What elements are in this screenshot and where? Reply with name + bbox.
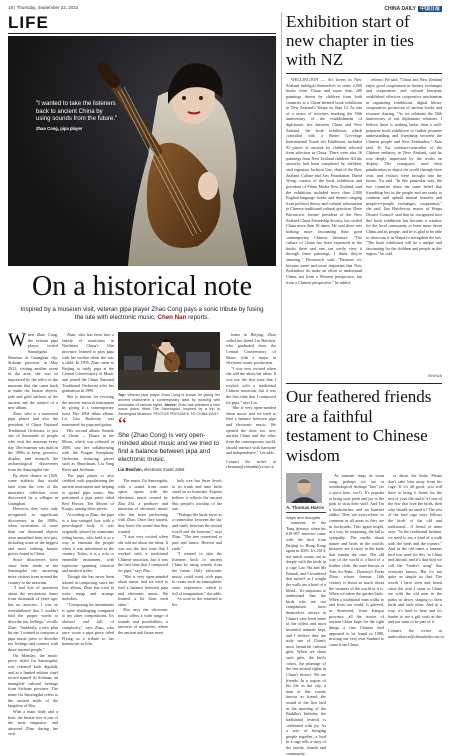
author-column-name: Ways and thoughts	[286, 512, 326, 520]
caption-top-label: Top:	[118, 393, 126, 397]
author-portrait-icon	[286, 473, 322, 503]
story3-column-1	[329, 473, 384, 742]
paragraph: release, He said. "China and New Zealand enjoy good cooperation in literary exchanges and cooperation, and cultural literature established effective cooperative mechanism in organizing exhibitions, digital library cooperation, protection of ancient books and resource sharing. "As we celebrate the 50th anniversary of our diplomatic relations, I believe there is nothing better than a well-prepared book exhibition to further promote understanding and friendship between the Chinese people and New Zealanders," Xiao said. To Xu, minister-counsellor of the Chinese embassy in New Zealand, said he was deeply impressed by the works on display. The youngsters used their paintbrushes to depict the world through their own, and visitors were brought into the future, Xu said. "In this particular way, the two countries share the same belief that friendship lies in the people and are ready to continue and uphold mutual benefits and people-to-people exchanges, cooperation," she said. Jim Hutcheson, mayor of Waipa District Council, said that he recognized how this book exhibition has become a window for the local community to learn more about China and its people, and he is glad to be able to showcase it in Waipa to strengthen the ties. "The book exhibition will be a unique and fascinating for the children and people in this region," he said.	[366, 77, 443, 257]
story2-column-1	[286, 77, 362, 379]
paragraph: She is known for reviving the ancient musical instrument by giving it a contemporary twist. Her 2004 debut album, Lir Gao Rodeway, was nominated for pipa and guitar.	[62, 393, 114, 427]
caption-top-text: Veteran pipa player Zhao Cong is known for giving her ancient instrument a contemporary twist by working with musicians of various styles.	[118, 393, 220, 407]
paragraph: someone, in the Tong dynasty, when his 618-907 ancestor came with the bird from Beijing to Hong Kong again in 2003. It's 2014, not much comes out as deeply with the birds in a cage Luo Shi and Mr Fennah, and I wondered that myself, as I sought the walls are a kind of a blend... It's important to understand that the birds who are our companions have themselves always in China's case been some of the oldest and most beautiful animals kept, and I believe they are truly one of China's most beautiful cultural gifts. When we share such gifts, the bird's colors, the plumage of the one animal rights in China's history. We are friends. In a region of his life in the city, a man of this county known as friend, the sound of the first bird in the morning of the Buddha's birthday, the traditional festival is celebrated with joy. As a way of bringing people together, a bird in a cage tells a story of the family, friends and community.	[286, 520, 327, 756]
secondary-photo-illustration	[118, 332, 220, 390]
photo-quote	[36, 100, 118, 131]
story3-column-2	[388, 473, 445, 735]
paragraph: holy tree has three levels to its trunk and nine birds stand on its branches. Experts believe it reflects the ancient Shu people's worship of the sun.	[172, 478, 222, 512]
masthead-brand	[384, 5, 442, 12]
lead-photo-illustration	[8, 36, 276, 266]
headline: On a historical note	[31, 271, 253, 302]
paragraph: Zhao, who is a renowned pipa player and also the president of China National Traditional Orchestra, is just one of thousands of people who visit the museum every day. The museum was built in the 1990s to keep, preserve, display, and research the archaeological discoveries from the Sanxingdui site.	[8, 410, 58, 472]
photo-credit: PHOTOS PROVIDED TO CHINA DAILY	[153, 412, 219, 417]
paragraph: "She is very open-minded about music and we tried to find a balance between pipa and electronic music. We learned a lot from each other."	[118, 573, 168, 607]
paragraph: With a main body and a base, the bronze tree is one of the most enigmatic, and attracted Zhao during her visit.	[8, 708, 58, 737]
story2-byline: XINHUA	[427, 374, 442, 378]
secondary-photo	[118, 332, 220, 390]
story2-headline: Exhibition start of new chapter in ties with NZ	[286, 12, 414, 69]
article-column-3	[118, 478, 168, 742]
paragraph: "I had lots of questions about the mysterious items from thousands of years ago, but no answers. I was so overwhelmed that I couldn't find the proper words to describe my feelings," recalls Zhao. "Suddenly, a new plan hit me. I wanted to compose a pipa music piece to describe my feelings and connect with those ancient people."	[8, 585, 58, 652]
brand-name: CHINA DAILY	[384, 6, 416, 12]
paragraph: As soon as she returned to her	[172, 596, 222, 607]
paragraph: "I wanted to take the listeners back to ancient China by using sounds from the future. Only electronic music could work with pipa to create such an atmospheric sonic experience, which is full of imagination," she adds.	[172, 551, 222, 596]
paragraph: On Monday, the music piece, titled Gu Sanxingdui, was released both digitally and as a limited edition vinyl record named Ai Sichuan, an intangible cultural heritage from Sichuan province. The name Gu Sanxingdui refers to the ancient myth of the kingdom of Shu.	[8, 652, 58, 709]
paragraph: Though she has never been trained in composing, since her first album, Zhao has tried to write songs and arrange melodies.	[62, 573, 114, 602]
quote-mark-icon: “	[118, 414, 127, 436]
writer-contact: Contact the writer at chennan@chinadaily.com.cn	[226, 458, 276, 470]
story2-column-2	[366, 77, 442, 373]
photo-caption	[118, 393, 220, 417]
author-box	[286, 473, 326, 520]
article-column-2	[62, 332, 114, 742]
paragraph: As summer rings its swan song, perhaps we are at ornithological heritage "kite" (as a piece here, too?). It's popular to bring your pride and joy to the park to strut their stuff. And I'm a birdwatcher, and an Internet addict. They are everywhere, as common in all areas as they are in backyards. This again might, in a way, be surprising, the fall is sympathy. The myths about nature and birds in the world's histories are a rarity in the birds that remain the case. The old way of the world is a kind of a leather cloth, the man known at Tian An Shan... Dynasty's Poem Zhou, whose famous 16th century is about as much about the vastness of the world as it is. When we adore the garden birds. When a traditional man walks to and from our world, is grieved, or distressed, from Jiangsu province, all the stories of ancient China hope for the right things a fine Chinese bird appeared to be found in 1998, inviting our very own Sunbird to come from China.	[329, 473, 384, 647]
lead-photo	[8, 36, 276, 266]
paragraph: By sheer chance in 1929, some artifacts that would later form the core of the museum's collection were discovered by a villager in Guanghan.	[8, 472, 58, 506]
story3-writer-contact: Contact the writer at andrewharris@chinadaily.com.cn	[388, 627, 445, 639]
section-title: LIFE	[8, 13, 49, 32]
paragraph: "She is very open-minded about music and we tried to find a balance between pipa and electronic music. We opened the door, too, new ancient China and the other from the contemporary world, should interact with harmony and independence," Liu adds.	[226, 405, 276, 456]
paragraph: However, they were only recognized as significant discoveries in the 1980s, when excavation of more than one thousand objects were unearthed from two pits, including some of the biggest and most striking bronze pieces found in China.	[8, 506, 58, 557]
deck-author: Chen Nan	[157, 314, 187, 321]
page-number: 18	[8, 5, 14, 10]
photo-quote-text: "I wanted to take the listeners back to ancient China by using sounds from the future."	[36, 100, 118, 123]
pull-quote-role: electronic music artist	[142, 467, 185, 472]
column-divider	[281, 12, 282, 744]
caption-above-label: Above:	[164, 402, 177, 407]
paragraph: "I was very excited when she told me about her ideas. It was not the first time that I worked with a traditional Chinese musician, but it was the first time that I composed for pipa," says Zhu.	[118, 534, 168, 573]
paragraph: "Composing for instruments is quite challenging compared to my other compositions. It's abstract and full of complexity," says Zhao, who once wrote a pipa piece titled Flying as a tribute to her hometown in Jilin.	[62, 602, 115, 647]
pull-quote-attribution	[118, 467, 220, 472]
paragraph: The music Gu Sanxingdui, with a sound from outer space, opens with the electronic music created by Zhu Zhi, a producer and musician of electronic music who has been performing with Zhao. Once they started, they knew the sound that they wanted.	[118, 478, 168, 534]
author-name: A. Thomas Harris	[286, 505, 325, 510]
pull-quote-text: She (Zhao Cong) is very open-minded about music and we tried to find a balance between pipa and electronic music.	[118, 432, 219, 463]
paragraph: Her second album Sounds of China — Dance in the Moon, which was released in 2006, saw her collaborating with the Prague Symphony Orchestra, featuring pieces such as Shuochuan, Liu Yang River and Jiechuan.	[62, 427, 114, 472]
deck-suffix: reports.	[186, 314, 210, 321]
section-rule	[8, 33, 276, 34]
paragraph: home in Beijing, Zhao called her friend Liu Beichen, who graduated from the Central Conservatory of Music with a major in electronic music production.	[226, 332, 276, 366]
page-folio: 18 | Thursday, September 22, 2022	[8, 5, 79, 10]
article-column-4	[172, 478, 222, 742]
paragraph: "Perhaps the birds serve as a connection between the sky and earth, between the mortal world and the heavens," says Zhao. "The tree connected to past and future, Heaven and earth."	[172, 511, 222, 551]
paragraph: Zhao, who has been into a family of musicians in Northeast China's Jilin province, learned to play pipa with her mother when she was a child. In 1995, Zhao came to Beijing to study pipa at the Central Conservatory of Music and joined the China National Traditional Orchestra after her graduation in 1999.	[62, 332, 114, 394]
story3-top-rule	[286, 383, 442, 384]
photo-quote-attribution: Zhao Cong, pipa player	[36, 125, 83, 131]
article-column-1	[8, 332, 58, 742]
story3-headline: Our feathered friends are a faithful testament to Chinese wisdom	[286, 387, 432, 465]
paragraph: hen Zhao Cong, the veteran pipa player, visited Sanxingdui Museum in Guanghan city, Sichuan province, in May 2021, visiting another event in the area, she was so impressed by the relics of the museum that she came back to make the bronze objects, jade and gold artifacts of the ancient site the subject of a new album.	[8, 332, 58, 411]
brand-chinese: 中国日报	[419, 6, 440, 12]
deck	[18, 306, 266, 322]
story2-rule	[286, 73, 442, 74]
story3-column-1b	[286, 520, 327, 756]
paragraph: According to Zhao, the pipa is a four-stringed lute with a pear-shaped body. It was originally played by musicians riding horses, who held it as a way to entertain the people when it was introduced to the country. Today, it is a solo or ensemble instrument, with repertoire spanning classical and modern styles.	[62, 512, 114, 574]
pull-quote-name: Liu Beichen,	[118, 467, 143, 472]
article-column-5	[226, 332, 276, 742]
deck-text: Inspired by a museum visit, veteran pipa player Zhao Cong pays a sonic tribute by fusing the lute with electronic music,	[20, 306, 264, 321]
caption-above-text: Zhao has released a new music piece, titled The Sanxingdui, inspired by a trip to Sanxingdui Museum.	[118, 402, 220, 417]
paragraph: ry about the birds. Please don't take him away from his cage. If it's all good, you will have to bring it home for the rest of your life and if it's one of the few that love the birds, then why should we need it? The rest of the bird cage story follows the birds of the old and traditional... A friend of mine says: "In the traditional fashion, we need to say a kind of a walk with the birds and the owners." And in the old times a famous bird was used for this, in China and abroad, and it's that bird we call the "birder's song" that everyone knows. But it's not quite as simple as that. The words I have seen and heard since the year I came to China are with the old men in the parks at dawn, singing to their birds and each other. And in a way, it's hard to hear and it's harder to see a gift such as this and not want to be part of it.	[388, 473, 442, 625]
paragraph: Since discoveries have since been made at the Sanxingdui site, attracting more visitors from around the country to the museum.	[8, 557, 58, 585]
paragraph: Zhu says the electronic music offers a wide range of sounds and possibilities, a universe of mysteries, where the ancient and future meet.	[118, 607, 168, 635]
paragraph: "I was very excited when she told me about her ideas. It was not the first time that I worked with a traditional Chinese musician, but it was the first time that I composed for pipa," says Liu.	[226, 365, 276, 405]
issue-date: Thursday, September 22, 2022	[16, 5, 79, 10]
author-photo	[286, 473, 322, 503]
paragraph: The pipa player is also credited with popularizing the ancient instrument and helping to spread pipa music. She performed a pipa piece titled Red Flower, Ten Moons of Kongs, among other pieces.	[62, 472, 114, 512]
paragraph: WELLINGTON — Art lovers in New Zealand indulged themselves in some 2,000 books from China and more than 200 paintings drawn by children from both countries at a China-themed book exhibition in New Zealand's Waipa on Sept 13. As one of a series of activities marking the 50th anniversary of the establishment of diplomatic ties between China and New Zealand, the book exhibition, which coincided with a Better Go-refuge International Youth Art Exhibition, included 92 pieces of artwork by children selected from selection in China. There were also 16 paintings from New Zealand children. All the artworks had been completed by children, said organizer Jackson Gao, chair of the New Zealand Culture and Arts Foundation. David Wong, curator of the book exhibition and president of Prima Media New Zealand, said the exhibition included more than 2,000 English-language books and themes ranging from political theory and cultural information to Chinese traditional cultural practices. Dave Brownrich, former president of the New Zealand China Friendship Society, has visited China more than 30 times. He said there was nothing more fascinating than good contemporary Chinese literature. "The culture of China has been expressed in the books there and one can easily view it through these paintings. I think they're amazing," Brownrich said. "Because it's become more and more important that New Zealanders do make an effort to understand China, not from a Western perspective, but from a Chinese perspective," he added.	[286, 77, 362, 285]
drop-cap: W	[8, 330, 26, 351]
